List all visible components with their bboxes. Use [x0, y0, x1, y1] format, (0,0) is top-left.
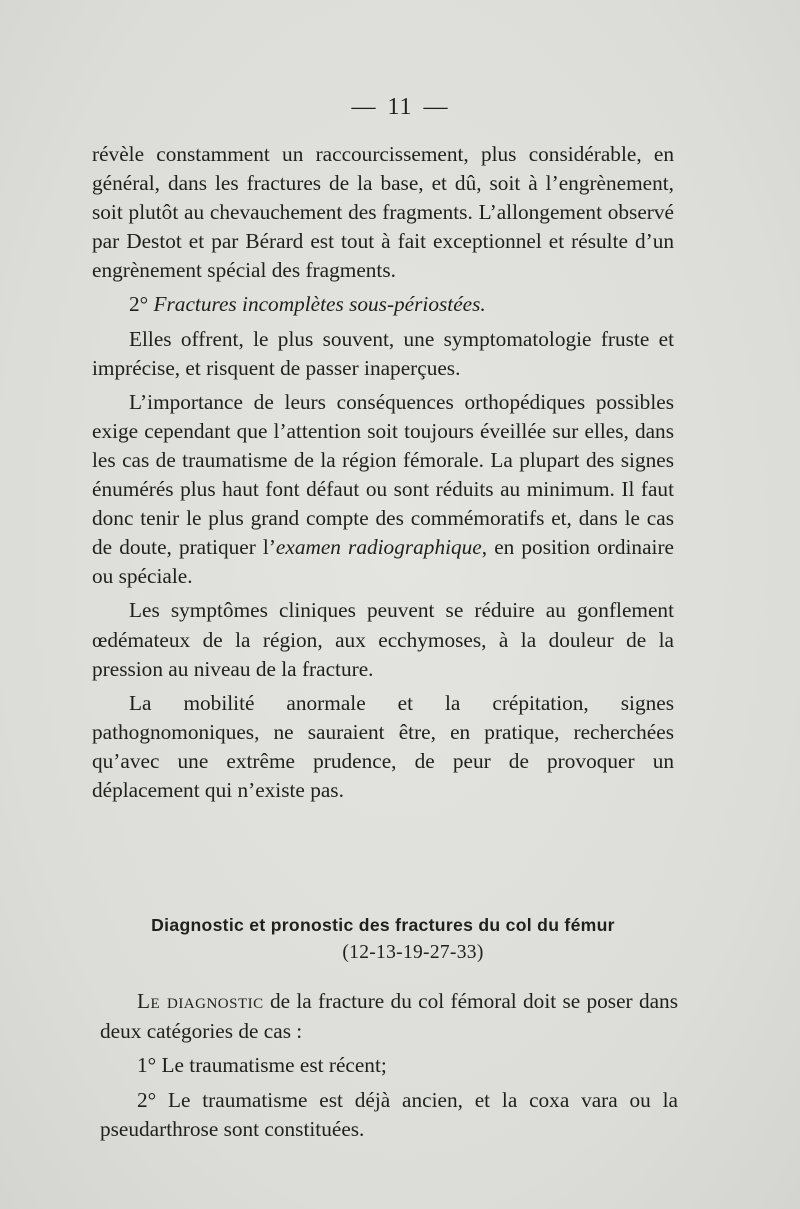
- paragraph-symptomes: Les symptômes cliniques peuvent se réduire au gonflement œdémateux de la région, aux ecchymoses, à la douleur de la pression au niveau de la fracture.: [92, 598, 674, 681]
- section-intro-rest: de la fracture du col fémoral doit se poser dans deux catégories de cas :: [100, 989, 678, 1043]
- list-item: [100, 1086, 678, 1145]
- body-text: [92, 140, 674, 805]
- list-item-number: 2°: [137, 1087, 157, 1112]
- paragraph-elles: Elles offrent, le plus souvent, une symptomatologie fruste et imprécise, et risquent de passer inaperçues.: [92, 326, 674, 380]
- section-references: (12-13-19-27-33): [342, 942, 484, 963]
- section-intro-smallcaps: Le diagnostic: [137, 989, 264, 1013]
- list-item-number: 1°: [137, 1053, 157, 1077]
- paragraph-mobilite: La mobilité anormale et la crépitation, signes pathognomoniques, ne sauraient être, en pratique, recherchées qu’avec une extrême prudence, de peur de provoquer un déplacement qui n’existe pas.: [92, 690, 674, 802]
- importance-text-before: L’importance de leurs conséquences orthopédiques possibles exige cependant que l’attention soit toujours éveillée sur elles, dans les cas de traumatisme de la région fémorale. La plupart des signes énumérés plus haut font défaut ou sont réduits au minimum. Il faut donc tenir le plus grand compte des commémoratifs et, dans le cas de doute, pratiquer l’: [92, 389, 674, 560]
- subheading-title: Fractures incomplètes sous-périostées.: [153, 292, 486, 317]
- list-item-text: Le traumatisme est déjà ancien, et la coxa vara ou la pseudarthrose sont constituées.: [100, 1087, 678, 1141]
- subheading-incomplete-fractures: [92, 290, 674, 319]
- list-item: [100, 1051, 678, 1081]
- section-text: [100, 987, 678, 1145]
- importance-italic: examen radiographique: [275, 535, 482, 560]
- paragraph-continuation: révèle constamment un raccourcissement, plus considérable, en général, dans les fractures de la base, et dû, soit à l’engrènement, soit plutôt au chevauchement des fragments. L’allongement observé par Destot et par Bérard est tout à fait exceptionnel et résulte d’un engrènement spécial des fragments.: [92, 142, 674, 283]
- section-title: Diagnostic et pronostic des fractures du col du fémur: [151, 915, 615, 935]
- subheading-number: 2°: [129, 292, 149, 317]
- section-heading: [92, 912, 674, 966]
- importance-text-after: , en position ordinaire ou spéciale.: [92, 535, 674, 589]
- page-number: — 11 —: [351, 94, 449, 120]
- list-item-text: Le traumatisme est récent;: [156, 1053, 387, 1077]
- section-intro: [100, 987, 678, 1046]
- paragraph-importance: [92, 388, 674, 592]
